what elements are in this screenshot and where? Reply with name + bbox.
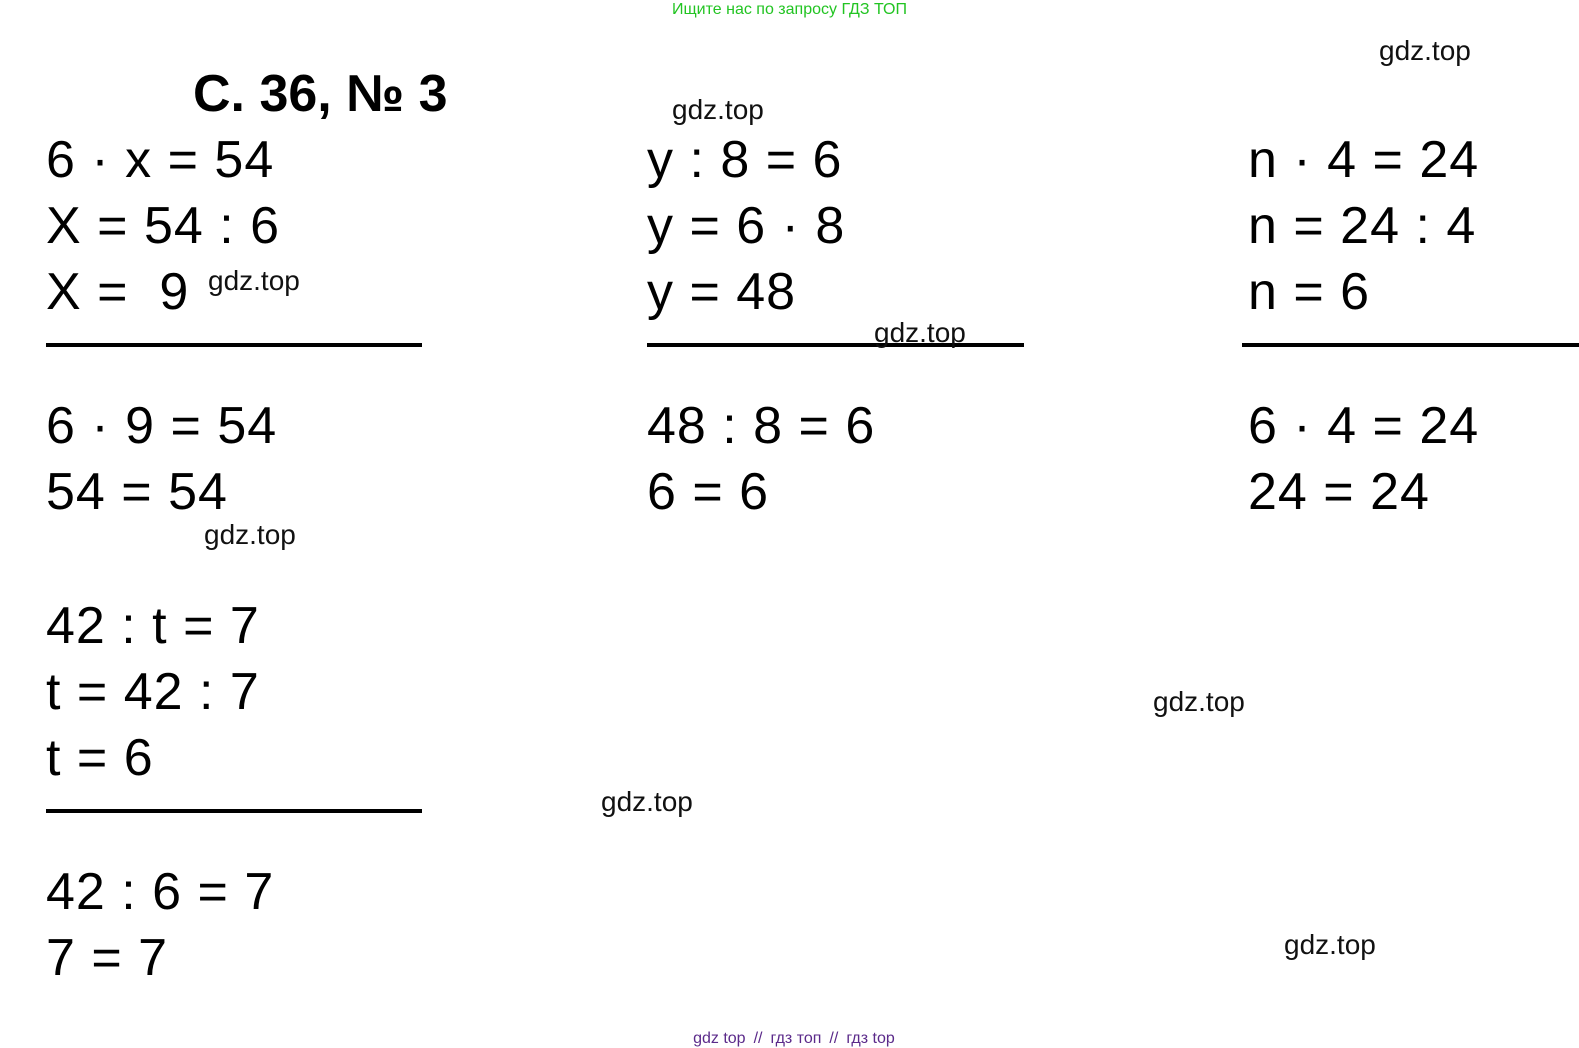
equation-line: y = 48 — [647, 263, 797, 321]
equation-line: X = 9 — [46, 263, 190, 321]
page-title: С. 36, № 3 — [193, 65, 448, 123]
equation-line: n = 24 : 4 — [1248, 197, 1477, 255]
check-line: 24 = 24 — [1248, 463, 1430, 521]
equation-line: 6 · x = 54 — [46, 131, 275, 189]
footer-link[interactable]: гдз топ — [770, 1030, 822, 1047]
equation-line: t = 6 — [46, 729, 154, 787]
check-line: 7 = 7 — [46, 929, 169, 987]
footer-link[interactable]: гдз top — [846, 1030, 895, 1047]
promo-banner: Ищите нас по запросу ГДЗ ТОП — [672, 1, 907, 18]
check-line: 6 · 9 = 54 — [46, 397, 278, 455]
footer-separator: // — [829, 1030, 839, 1047]
equation-line: t = 42 : 7 — [46, 663, 260, 721]
equation-line: X = 54 : 6 — [46, 197, 281, 255]
divider-line — [46, 809, 422, 813]
watermark: gdz.top — [208, 265, 300, 296]
watermark: gdz.top — [874, 317, 966, 348]
footer-link[interactable]: gdz top — [693, 1030, 746, 1047]
footer-separator: // — [753, 1030, 763, 1047]
equation-line: y = 6 · 8 — [647, 197, 846, 255]
check-line: 54 = 54 — [46, 463, 228, 521]
divider-line — [46, 343, 422, 347]
check-line: 6 · 4 = 24 — [1248, 397, 1480, 455]
equation-line: 42 : t = 7 — [46, 597, 260, 655]
equation-line: n = 6 — [1248, 263, 1371, 321]
equation-line: n · 4 = 24 — [1248, 131, 1480, 189]
watermark: gdz.top — [672, 94, 764, 125]
divider-line — [647, 343, 1024, 347]
divider-line — [1242, 343, 1579, 347]
check-line: 48 : 8 = 6 — [647, 397, 876, 455]
watermark: gdz.top — [1153, 686, 1245, 717]
check-line: 6 = 6 — [647, 463, 770, 521]
footer-links — [0, 1012, 1579, 1048]
equation-line: y : 8 = 6 — [647, 131, 843, 189]
watermark: gdz.top — [1284, 929, 1376, 960]
watermark: gdz.top — [601, 786, 693, 817]
watermark: gdz.top — [204, 519, 296, 550]
watermark: gdz.top — [1379, 35, 1471, 66]
check-line: 42 : 6 = 7 — [46, 863, 275, 921]
